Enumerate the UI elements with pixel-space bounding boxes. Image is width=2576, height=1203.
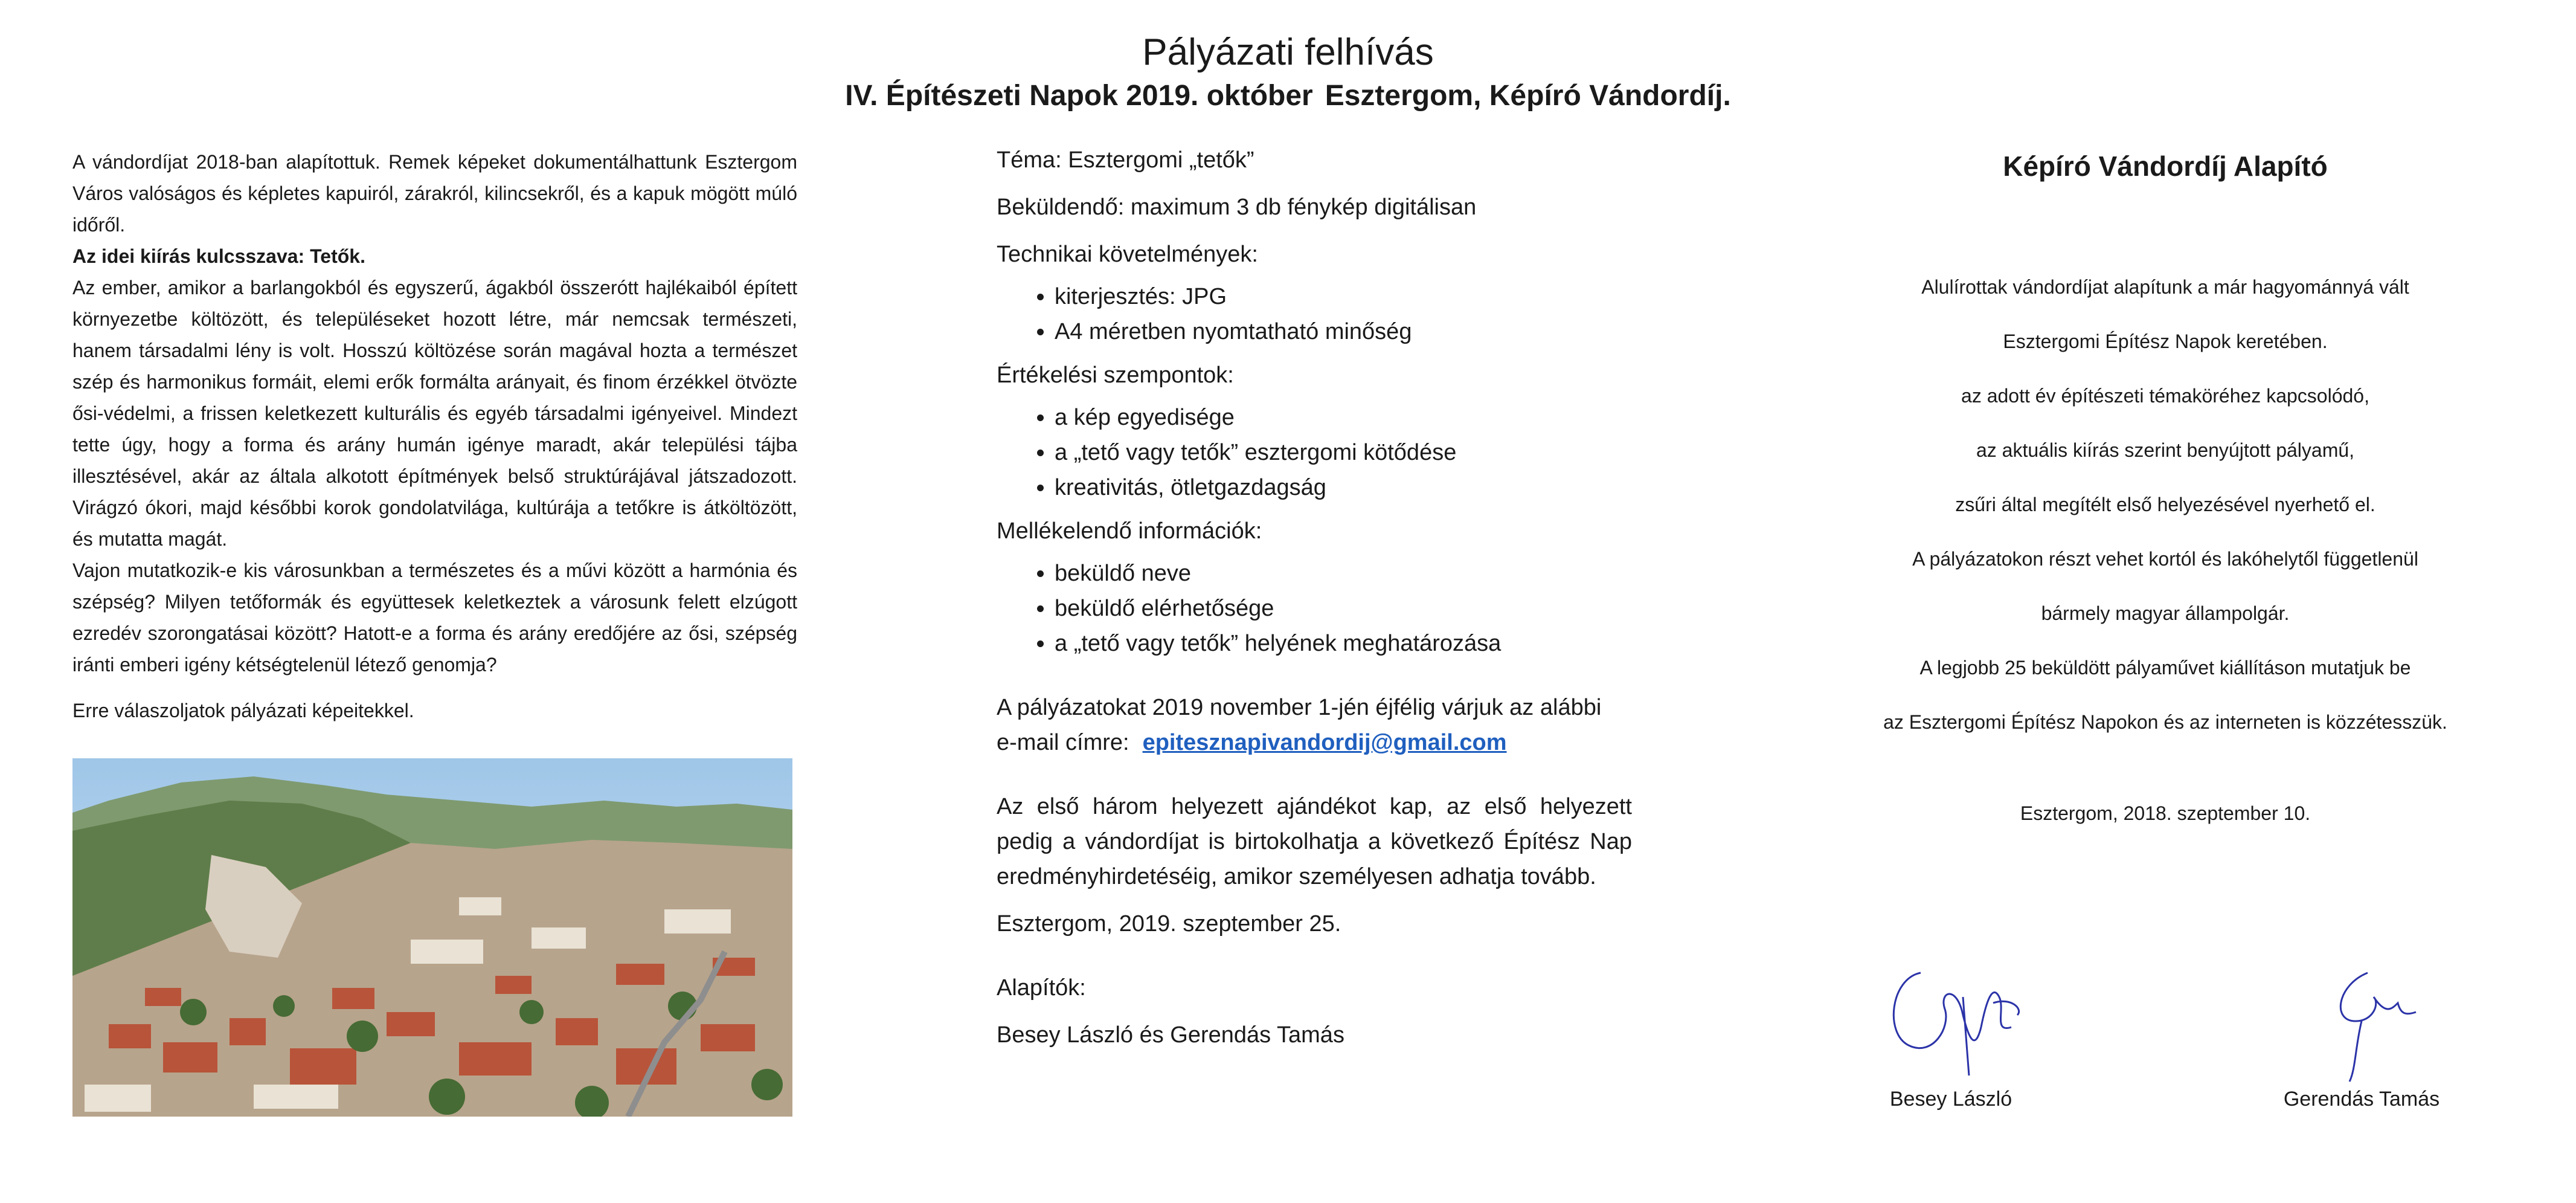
founding-heading: Képíró Vándordíj Alapító bbox=[2003, 150, 2328, 182]
founding-date: Esztergom, 2018. szeptember 10. bbox=[2020, 802, 2311, 824]
page-title: Pályázati felhívás bbox=[1142, 31, 1434, 73]
signer-name: Besey László bbox=[1889, 1088, 2012, 1111]
list-item: • a kép egyedisége bbox=[1055, 400, 1632, 435]
declaration-line: az adott év építészeti témaköréhez kapcsolódó, bbox=[1961, 385, 2369, 407]
call-to-action: Erre válaszoljatok pályázati képeitekkel. bbox=[72, 700, 414, 721]
email-label: e-mail címre: bbox=[997, 730, 1129, 755]
signature-besey bbox=[1872, 961, 2029, 1088]
photo-illustration bbox=[72, 758, 792, 1117]
email-link[interactable]: epitesznapivandordij@gmail.com bbox=[1142, 730, 1507, 755]
signer-name: Gerendás Tamás bbox=[2283, 1088, 2440, 1111]
attachments-heading: Mellékelendő információk: bbox=[997, 518, 1262, 544]
list-item: • a „tető vagy tetők” helyének meghatározása bbox=[1055, 626, 1632, 661]
signature-block-gerendas bbox=[2271, 961, 2452, 1111]
keyword-line: Az idei kiírás kulcsszava: Tetők. bbox=[72, 245, 365, 267]
founders-label: Alapítók: bbox=[997, 975, 1086, 1001]
declaration-line: A pályázatokon részt vehet kortól és lakóhelytől függetlenül bbox=[1912, 548, 2418, 570]
list-item: • A4 méretben nyomtatható minőség bbox=[1055, 314, 1632, 349]
declaration-line: az aktuális kiírás szerint benyújtott pályamű, bbox=[1976, 439, 2355, 461]
signature-block-besey bbox=[1860, 961, 2041, 1111]
founders-names: Besey László és Gerendás Tamás bbox=[997, 1022, 1344, 1048]
declaration-line: A legjobb 25 beküldött pályaművet kiállításon mutatjuk be bbox=[1919, 657, 2411, 679]
list-item: • beküldő elérhetősége bbox=[1055, 591, 1632, 626]
left-column bbox=[72, 146, 797, 726]
evaluation-heading: Értékelési szempontok: bbox=[997, 363, 1234, 388]
esztergom-aerial-photo bbox=[72, 758, 792, 1117]
list-item: • kreativitás, ötletgazdagság bbox=[1055, 470, 1632, 505]
questions-paragraph: Vajon mutatkozik-e kis városunkban a természetes és a művi között a harmónia és szépség? Milyen tetőformák és együttesek keletkeztek a városunk felett elzúgott ezredév szorongatásai között? Hatott-e a forma és arány eredőjére az ősi, szépség iránti emberi igény kétségtelenül létező genomja? bbox=[72, 560, 797, 676]
attachments-list bbox=[997, 556, 1632, 661]
declaration-line: zsűri által megítélt első helyezésével nyerhető el. bbox=[1955, 494, 2375, 515]
founding-declaration bbox=[1848, 260, 2482, 749]
declaration-line: Esztergomi Építész Napok keretében. bbox=[2003, 331, 2328, 352]
declaration-line: bármely magyar állampolgár. bbox=[2041, 602, 2290, 624]
essay-paragraph: Az ember, amikor a barlangokból és egyszerű, ágakból összerótt hajlékaiból épített környezetbe költözött, és településeket hozott létre, már nemcsak természeti, hanem társadalmi lény is volt. Hosszú költözése során magával hozta a természet szép és harmonikus formáit, elemi erők formálta arányait, és finom érzékkel ötvözte ősi-védelmi, a frissen keletkezett kulturális és egyéb társadalmi igényeivel. Mindezt tette úgy, hogy a forma és arány humán igénye maradt, akár települési tájba illesztésével, akár az általa alkotott építmények belső struktúrájával játszadozott. Virágzó ókori, majd későbbi korok gondolatvilága, kultúrája a tetőkre is átköltözött, és mutatta magát. bbox=[72, 277, 797, 550]
deadline-line: A pályázatokat 2019 november 1-jén éjfélig várjuk az alábbi bbox=[997, 695, 1602, 720]
right-column bbox=[1848, 145, 2482, 829]
technical-heading: Technikai követelmények: bbox=[997, 242, 1258, 267]
declaration-line: az Esztergomi Építész Napokon és az interneten is közzétesszük. bbox=[1883, 711, 2447, 733]
list-item: • kiterjesztés: JPG bbox=[1055, 279, 1632, 314]
signature-gerendas bbox=[2295, 961, 2428, 1088]
header bbox=[0, 29, 2576, 116]
theme-line: Téma: Esztergomi „tetők” bbox=[997, 147, 1254, 173]
email-line bbox=[997, 725, 1632, 760]
page-subtitle bbox=[0, 76, 2576, 116]
subtitle-event: IV. Építészeti Napok 2019. október bbox=[845, 80, 1313, 112]
prizes-paragraph: Az első három helyezett ajándékot kap, az első helyezett pedig a vándordíjat is birtokolhatja a következő Építész Nap eredményhirdetéséig, amikor személyesen adhatja tovább. bbox=[997, 794, 1632, 889]
intro-paragraph: A vándordíjat 2018-ban alapítottuk. Remek képeket dokumentálhattunk Esztergom Város valóságos és képletes kapuiról, zárakról, kilincsekről, és a kapuk mögött múló időről. bbox=[72, 151, 797, 236]
subtitle-award: Esztergom, Képíró Vándordíj. bbox=[1325, 80, 1731, 112]
declaration-line: Alulírottak vándordíjat alapítunk a már hagyománnyá vált bbox=[1921, 276, 2409, 298]
list-item: • a „tető vagy tetők” esztergomi kötődése bbox=[1055, 435, 1632, 470]
middle-column bbox=[997, 143, 1632, 1053]
middle-date: Esztergom, 2019. szeptember 25. bbox=[997, 911, 1341, 937]
evaluation-list bbox=[997, 400, 1632, 505]
technical-list bbox=[997, 279, 1632, 349]
list-item: • beküldő neve bbox=[1055, 556, 1632, 591]
submission-line: Beküldendő: maximum 3 db fénykép digitálisan bbox=[997, 195, 1477, 220]
